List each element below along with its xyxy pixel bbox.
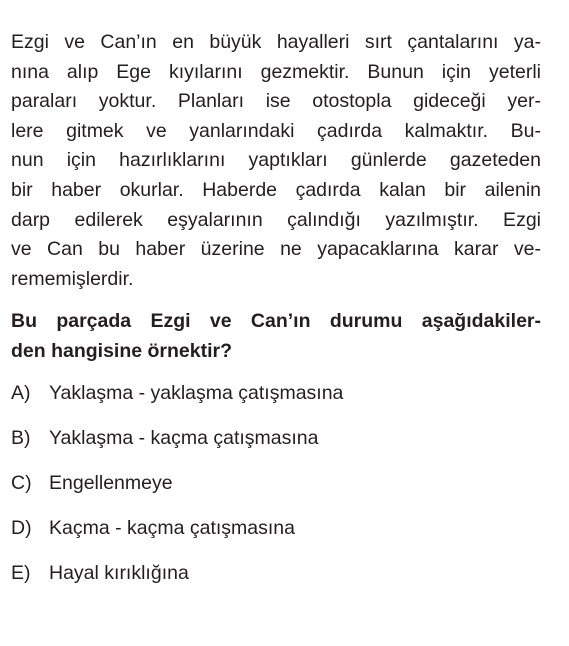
option-text: Yaklaşma - kaçma çatışmasına [49, 427, 319, 450]
option-letter: D) [11, 517, 32, 540]
passage-line: paraları yoktur. Planları ise otostopla gideceği yer- [11, 90, 541, 113]
option-b[interactable] [11, 423, 541, 468]
question-stem [11, 306, 541, 366]
passage-line: rememişlerdir. [11, 267, 134, 290]
option-letter: B) [11, 427, 31, 450]
option-letter: C) [11, 472, 32, 495]
question-line: den hangisine örnektir? [11, 340, 233, 363]
option-text: Kaçma - kaçma çatışmasına [49, 517, 295, 540]
option-letter: E) [11, 562, 31, 585]
passage-line: bir haber okurlar. Haberde çadırda kalan bir ailenin [11, 178, 541, 201]
passage-line: nına alıp Ege kıyılarını gezmektir. Bunun için yeterli [11, 60, 541, 83]
passage-text [11, 28, 541, 294]
option-a[interactable] [11, 378, 541, 423]
passage-line: darp edilerek eşyalarının çalındığı yazılmıştır. Ezgi [11, 208, 541, 231]
option-letter: A) [11, 382, 31, 405]
option-text: Engellenmeye [49, 472, 173, 495]
passage-line: Ezgi ve Can’ın en büyük hayalleri sırt çantalarını ya- [11, 31, 541, 53]
option-text: Hayal kırıklığına [49, 562, 189, 585]
answer-options [11, 378, 541, 603]
question-page [11, 28, 541, 603]
option-e[interactable] [11, 558, 541, 603]
passage-line: ve Can bu haber üzerine ne yapacaklarına karar ve- [11, 238, 541, 261]
option-c[interactable] [11, 468, 541, 513]
option-text: Yaklaşma - yaklaşma çatışmasına [49, 382, 344, 405]
question-line: Bu parçada Ezgi ve Can’ın durumu aşağıdakiler- [11, 310, 541, 333]
passage-line: nun için hazırlıklarını yaptıkları günlerde gazeteden [11, 149, 541, 172]
option-d[interactable] [11, 513, 541, 558]
passage-line: lere gitmek ve yanlarındaki çadırda kalmaktır. Bu- [11, 119, 541, 142]
